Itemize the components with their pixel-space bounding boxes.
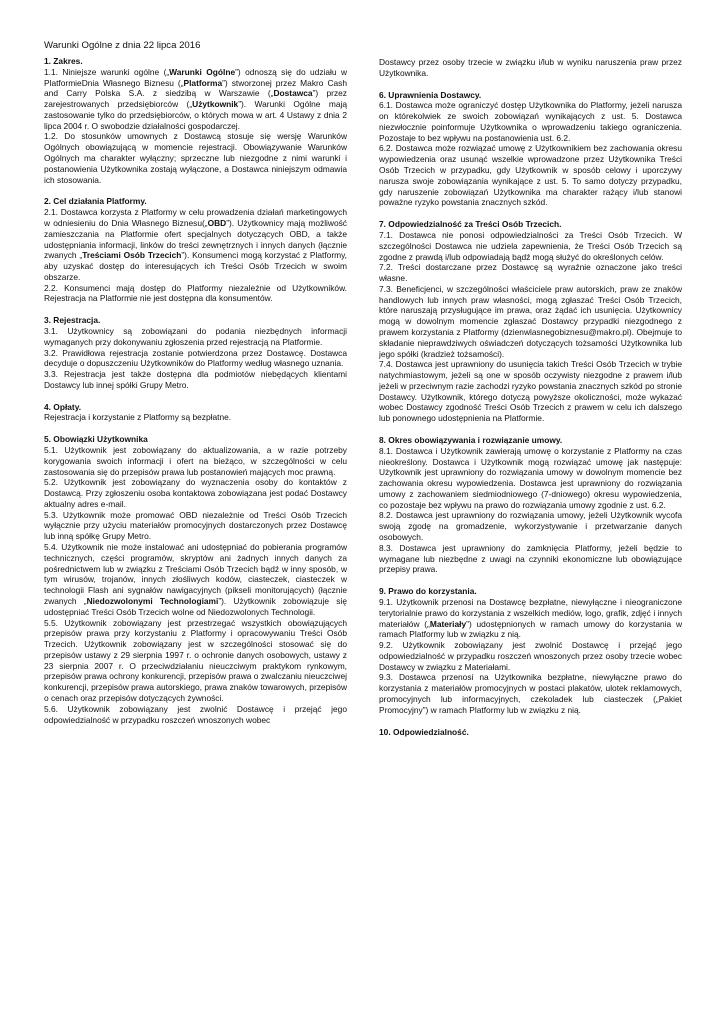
paragraph	[44, 704, 347, 726]
section	[44, 196, 347, 304]
text-run: 1.2. Do stosunków umownych z Dostawcą stosuje się wersję Warunków Ogólnych obowiązującą w momencie rejestracji. Obowiązywanie Warunków Ogólnych ma charakter wyłączny; sprzeczne lub niezgodne z nimi warunki i postanowienia Użytkownika zostają wyłączone, a Dostawca niniejszym odmawia ich stosowania.	[44, 131, 347, 185]
paragraph	[44, 67, 347, 132]
paragraph	[379, 284, 682, 359]
text-run: 2.1. Dostawca korzysta z Platformy w celu prowadzenia działań marketingowych w odniesieniu do Dnia Własnego Biznesu(„	[44, 207, 347, 228]
section-heading: 2. Cel działania Platformy.	[44, 196, 147, 207]
paragraph	[44, 348, 347, 370]
section-heading: 6. Uprawnienia Dostawcy.	[379, 89, 482, 100]
defined-term: Warunki Ogólne	[169, 66, 236, 77]
text-run: 8.2. Dostawca jest uprawniony do rozwiązania umowy, jeżeli Użytkownik wycofa swoją zgodę na gromadzenie, wykorzystywanie i przetwarzanie danych osobowych.	[379, 510, 682, 543]
paragraph	[379, 597, 682, 640]
defined-term: Materiały	[429, 618, 467, 629]
text-run: 3.3. Rejestracja jest także dostępna dla podmiotów niebędących klientami Dostawcy lub innej spółki Grupy Metro.	[44, 369, 347, 390]
section	[44, 402, 347, 424]
defined-term: Dostawca	[273, 88, 313, 99]
text-run: 6.1. Dostawca może ograniczyć dostęp Użytkownika do Platformy, jeżeli narusza on którekolwiek ze swoich zobowiązań wynikających z ust. 5. Dostawca niezwłocznie poinformuje Użytkownika o wprowadzeniu takiego ograniczenia. Pozostaje to bez wpływu na postanowienia ust. 6.2.	[379, 100, 682, 143]
section	[379, 435, 682, 575]
right-column	[379, 57, 682, 737]
section	[379, 90, 682, 209]
section	[44, 315, 347, 390]
section-heading: 3. Rejestracja.	[44, 315, 101, 326]
paragraph	[379, 446, 682, 511]
text-run: 3.2. Prawidłowa rejestracja zostanie potwierdzona przez Dostawcę. Dostawca decyduje o dopuszczeniu Użytkowników do Platformy według własnego uznania.	[44, 347, 347, 369]
text-run: 5.6. Użytkownik zobowiązany jest zwolnić Dostawcę i przejąć jego odpowiedzialność w przypadku roszczeń wnoszonych wobec	[44, 703, 347, 725]
section-heading: 5. Obowiązki Użytkownika	[44, 434, 148, 445]
text-run: ”). Warunki Ogólne mają zastosowanie tylko do przedsiębiorców, o których mowa w art. 4 Ustawy z dnia 2 lipca 2004 r. O swobodzie działalności gospodarczej.	[44, 99, 347, 131]
paragraph	[44, 412, 347, 423]
section-heading: 4. Opłaty.	[44, 401, 82, 412]
text-run: 5.5. Użytkownik zobowiązany jest przestrzegać wszystkich obowiązujących przepisów prawa przy korzystaniu z Platformy i opracowywaniu Treści Osób Trzecich. Użytkownik zobowiązany jest w szczególności stosować się do przepisów ustawy z 29 sierpnia 1997 r. o ochronie danych osobowych, ustawy z 23 sierpnia 2007 r. O przeciwdziałaniu nieuczciwym praktykom rynkowym, przepisów prawa ochrony konkurencji, przepisów prawa o zwalczaniu nieuczciwej konkurencji, przepisów prawa autorskiego, prawa znaków towarowych, przepisów o cenach oraz przepisów dotyczących żywności.	[44, 617, 347, 703]
paragraph	[44, 283, 347, 305]
text-run: 9.3. Dostawca przenosi na Użytkownika bezpłatne, niewyłączne prawo do korzystania z materiałów promocyjnych w postaci plakatów, ulotek reklamowych, promocyjnych lub informacyjnych, czekoladek lub ciasteczek („Pakiet Promocyjny”) w ramach Platformy lub w związku z nią.	[379, 672, 682, 715]
section-heading: 9. Prawo do korzystania.	[379, 586, 477, 597]
paragraph	[44, 326, 347, 348]
section	[379, 727, 682, 738]
text-run: 8.3. Dostawca jest uprawniony do zamknięcia Platformy, jeżeli będzie to wymagane lub niezbędne z uwagi na czynniki ekonomiczne lub obowiązujące przepisy prawa.	[379, 542, 682, 575]
section	[379, 586, 682, 715]
document-title: Warunki Ogólne z dnia 22 lipca 2016	[44, 40, 201, 51]
paragraph	[379, 672, 682, 715]
paragraph	[379, 510, 682, 542]
defined-term: Użytkownik	[192, 99, 239, 110]
text-run: 8.1. Dostawca i Użytkownik zawierają umowę o korzystanie z Platformy na czas nieokreślony. Dostawca i Użytkownik mogą rozwiązać umowę jak następuje: Użytkownik jest uprawniony do rozwiązania umowy w dowolnym momencie bez zachowania okresu wypowiedzenia. Dostawca jest uprawniony do rozwiązania umowy z zachowaniem siedmiodniowego (7-dniowego) okresu wypowiedzenia, co pozostaje bez wpływu na prawo do rozwiązania umowy zgodnie z ust. 6.2.	[379, 445, 682, 510]
text-run: 7.4. Dostawca jest uprawniony do usunięcia takich Treści Osób Trzecich w trybie natychmiastowym, jeżeli są one w sposób oczywisty niezgodne z prawem i/lub jeżeli w przeciwnym razie zachodzi ryzyko powstania znacznych szkód po stronie Dostawcy. Użytkownik, którego dotyczą powyższe okoliczności, może wykazać wobec Dostawcy zgodność Treści Osób Trzecich z prawem w celu ich dalszego lub ponownego udostępnienia na Platformie.	[379, 359, 682, 424]
text-run: ”) przez zarejestrowanych przedsiębiorców („	[44, 88, 347, 110]
paragraph	[44, 445, 347, 477]
paragraph	[379, 640, 682, 672]
paragraph	[44, 542, 347, 617]
paragraph	[44, 131, 347, 185]
text-run: 5.2. Użytkownik jest zobowiązany do wyznaczenia osoby do kontaktów z Dostawcą. Przy zgłoszeniu osoba kontaktowa zobowiązana jest podać Dostawcy aktualny adres e-mail.	[44, 477, 347, 509]
text-run: 5.1. Użytkownik jest zobowiązany do aktualizowania, a w razie potrzeby korygowania swoich informacji i ofert na bieżąco, w szczególności w celu zastosowania się do przepisów prawa lub postanowień mających moc prawną.	[44, 445, 347, 477]
text-run: 1.1. Niniejsze warunki ogólne („	[44, 66, 170, 77]
defined-term: OBD	[207, 217, 227, 228]
left-column	[44, 56, 347, 725]
text-run: 2.2. Konsumenci mają dostęp do Platformy niezależnie od Użytkowników. Rejestracja na Platformie nie jest dostępna dla konsumentów.	[44, 282, 347, 304]
text-run: 5.4. Użytkownik nie może instalować ani udostępniać do pobierania programów technicznych, części programów, skryptów ani żadnych innych danych za pośrednictwem lub w związku z Treściami Osób Trzecich bądź w inny sposób, w tym wirusów, trojanów, innych złośliwych kodów, ciasteczek, ciasteczek w technologii Flash ani sygnałów nawigacyjnych (pikseli monitorujących) (łącznie zwanych „	[44, 542, 347, 606]
text-run: 9.1. Użytkownik przenosi na Dostawcę bezpłatne, niewyłączne i nieograniczone terytorialnie prawo do korzystania z wszelkich mediów, logo, grafik, zdjęć i innych materiałów („	[379, 596, 682, 629]
paragraph	[379, 359, 682, 424]
paragraph	[379, 57, 682, 79]
text-run: 9.2. Użytkownik zobowiązany jest zwolnić Dostawcę i przejąć jego odpowiedzialność w przypadku roszczeń wnoszonych przez osoby trzecie wobec Dostawcy w związku z Materiałami.	[379, 640, 682, 672]
section	[44, 434, 347, 725]
text-run: ”). Użytkownicy mają możliwość zamieszczania na Platformie ofert specjalnych dotyczących OBD, a także udostępniania informacji, linków do treści zewnętrznych i innych danych (łącznie zwanych „	[44, 217, 347, 261]
text-run: ”) odnoszą się do udziału w PlatformieDnia Własnego Biznesu („	[44, 66, 348, 88]
paragraph	[44, 510, 347, 542]
text-run: ”). Użytkownik zobowiązuje się udostępniać Treści Osób Trzecich wolne od Niedozwolonych Technologii.	[44, 595, 347, 617]
text-run: ”) stworzonej przez Makro Cash and Carry Polska S.A. z siedzibą w Warszawie („	[44, 77, 347, 99]
text-run: 6.2. Dostawca może rozwiązać umowę z Użytkownikiem bez zachowania okresu wypowiedzenia oraz usunąć wszelkie wprowadzone przez Użytkownika Treści Osób Trzecich w przypadku, gdy Użytkownik w sposób celowy i uporczywy narusza swoje zobowiązania wynikające z ust. 5. To samo dotyczy przypadku, gdy naruszenie zobowiązań Użytkownika ma charakter rażący i/lub stanowi poważne ryzyko powstania znacznych szkód.	[379, 143, 682, 208]
paragraph	[379, 100, 682, 143]
text-run: 3.1. Użytkownicy są zobowiązani do podania niezbędnych informacji wymaganych przy dokonywaniu zgłoszenia przed rejestracją na Platformie.	[44, 325, 347, 347]
paragraph	[379, 143, 682, 208]
section-heading: 7. Odpowiedzialność za Treści Osób Trzecich.	[379, 219, 562, 230]
paragraph	[44, 207, 347, 282]
paragraph	[44, 618, 347, 704]
text-run: Rejestracja i korzystanie z Platformy są bezpłatne.	[44, 412, 232, 423]
text-run: 7.3. Beneficjenci, w szczególności właściciele praw autorskich, praw ze znaków handlowych lub innych praw własności, mogą zgłaszać Treści Osób Trzecich, które naruszają przysługujące im prawa, oraz żądać ich usunięcia. Użytkownicy mogą w dowolnym momencie zgłaszać Dostawcy przypadki niezgodnego z prawem korzystania z Platformy (dzienwlasnegobiznesu@makro.pl). Obejmuje to składanie nieprawdziwych oświadczeń dotyczących tożsamości Użytkownika lub jego spółki (kradzież tożsamości).	[379, 283, 682, 359]
paragraph	[379, 230, 682, 262]
section-heading: 10. Odpowiedzialność.	[379, 726, 469, 737]
section-heading: 8. Okres obowiązywania i rozwiązanie umowy.	[379, 435, 563, 445]
section	[44, 56, 347, 185]
text-run: 7.1. Dostawca nie ponosi odpowiedzialności za Treści Osób Trzecich. W szczególności Dostawca nie udziela zapewnienia, że Treści Osób Trzecich są zgodne z prawdą i/lub odpowiadają bądź mogą służyć do określonych celów.	[379, 229, 682, 262]
text-run: ”). Konsumenci mogą korzystać z Platformy, aby uzyskać dostęp do interesujących ich Treści Osób Trzecich w swoim obszarze.	[44, 250, 347, 282]
section	[379, 57, 682, 79]
text-run: 7.2. Treści dostarczane przez Dostawcę są wyraźnie oznaczone jako treści własne.	[379, 262, 682, 284]
defined-term: Treściami Osób Trzecich	[82, 250, 182, 261]
text-run: ”) udostępnionych w ramach umowy do korzystania w ramach Platformy lub w związku z nią.	[379, 618, 682, 640]
paragraph	[379, 262, 682, 284]
text-run: 5.3. Użytkownik może promować OBD niezależnie od Treści Osób Trzecich wyłącznie przy użyciu materiałów promocyjnych dostarczonych przez Dostawcę lub inną spółkę Grupy Metro.	[44, 509, 347, 542]
section	[379, 219, 682, 424]
defined-term: Platforma	[183, 77, 223, 88]
defined-term: Niedozwolonymi Technologiami	[86, 595, 219, 606]
section-heading: 1. Zakres.	[44, 56, 83, 66]
paragraph	[379, 543, 682, 575]
text-run: Dostawcy przez osoby trzecie w związku i/lub w wyniku naruszenia praw przez Użytkownika.	[379, 57, 682, 78]
paragraph	[44, 369, 347, 391]
paragraph	[44, 477, 347, 509]
